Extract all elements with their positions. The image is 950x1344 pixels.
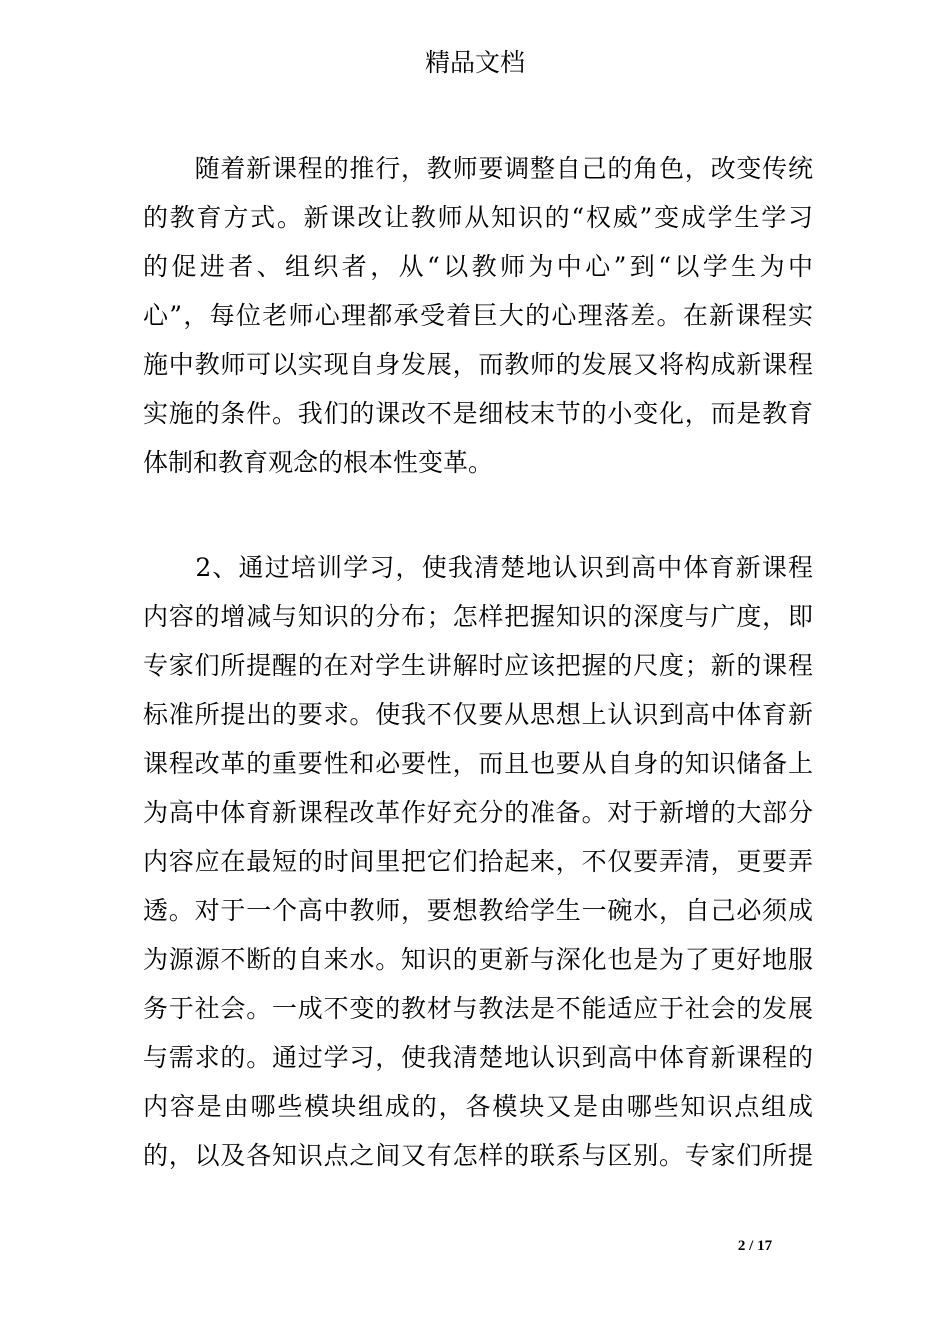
text-line: 标准所提出的要求。使我不仅要从思想上认识到高中体育新 [143, 700, 813, 729]
text-line: 专家们所提醒的在对学生讲解时应该把握的尺度；新的课程 [143, 651, 813, 680]
text-line: 随着新课程的推行，教师要调整自己的角色，改变传统 [143, 154, 813, 183]
text-line: 课程改革的重要性和必要性，而且也要从自身的知识储备上 [143, 749, 813, 778]
text-line: 的教育方式。新课改让教师从知识的“权威”变成学生学习 [143, 203, 813, 232]
text-line: 与需求的。通过学习，使我清楚地认识到高中体育新课程的 [143, 1043, 813, 1072]
text-line: 心”，每位老师心理都承受着巨大的心理落差。在新课程实 [143, 301, 813, 330]
page-number: 2 / 17 [737, 1238, 773, 1254]
paragraph-2 [143, 543, 813, 1180]
text-line: 施中教师可以实现自身发展，而教师的发展又将构成新课程 [143, 350, 813, 379]
text-line: 透。对于一个高中教师，要想教给学生一碗水，自己必须成 [143, 896, 813, 925]
text-line: 体制和教育观念的根本性变革。 [143, 448, 494, 477]
page-header-title: 精品文档 [424, 48, 525, 77]
paragraph-1 [143, 144, 813, 487]
text-line: 实施的条件。我们的课改不是细枝末节的小变化，而是教育 [143, 399, 813, 428]
text-line: 为源源不断的自来水。知识的更新与深化也是为了更好地服 [143, 945, 813, 974]
text-line: 内容是由哪些模块组成的，各模块又是由哪些知识点组成 [143, 1092, 813, 1121]
text-line: 内容的增减与知识的分布；怎样把握知识的深度与广度，即 [143, 602, 813, 631]
text-line: 内容应在最短的时间里把它们拾起来，不仅要弄清，更要弄 [143, 847, 813, 876]
text-line: 的，以及各知识点之间又有怎样的联系与区别。专家们所提 [143, 1141, 813, 1170]
text-line: 2、通过培训学习，使我清楚地认识到高中体育新课程 [143, 553, 813, 582]
text-line: 务于社会。一成不变的教材与教法是不能适应于社会的发展 [143, 994, 813, 1023]
text-line: 为高中体育新课程改革作好充分的准备。对于新增的大部分 [143, 798, 813, 827]
text-line: 的促进者、组织者，从“以教师为中心”到“以学生为中 [143, 252, 813, 281]
